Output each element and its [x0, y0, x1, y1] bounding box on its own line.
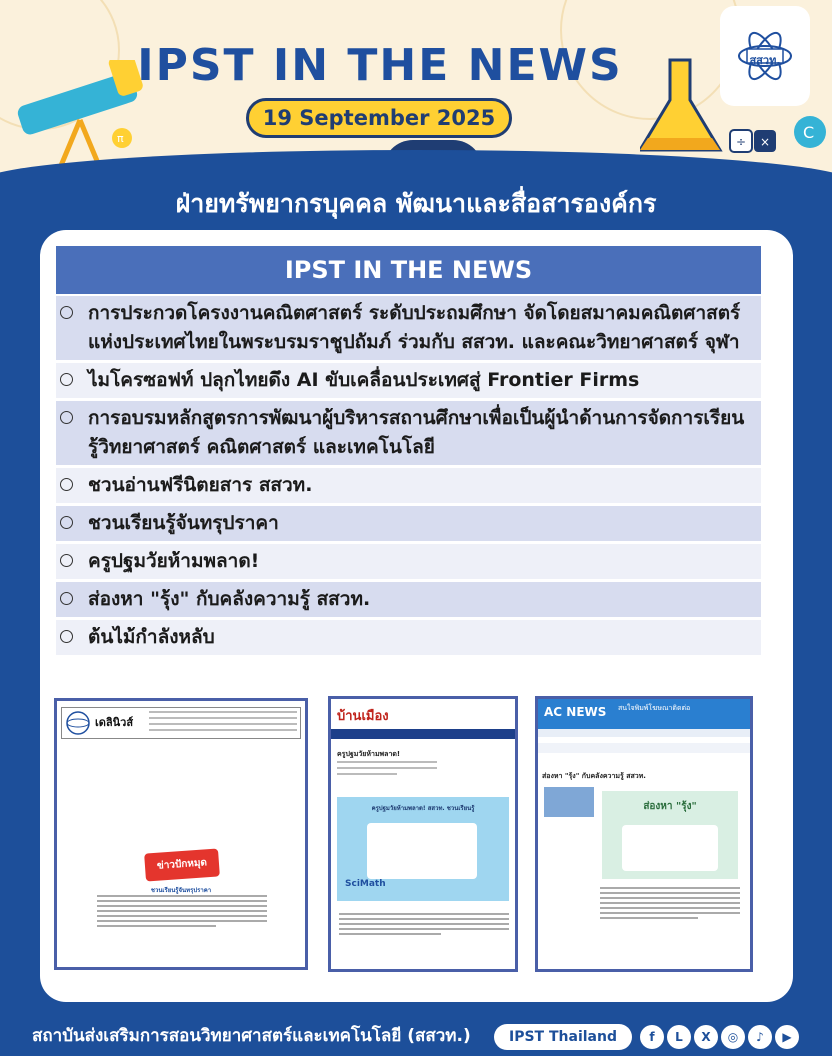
clip-paper-name: เดลินิวส์	[95, 716, 134, 729]
clip-banner-image	[337, 797, 509, 901]
news-heading: IPST IN THE NEWS	[56, 246, 761, 294]
news-item-text: ชวนเรียนรู้จันทรุปราคา	[88, 512, 279, 534]
header-banner	[0, 0, 832, 178]
clip-tagline: สนใจพิมพ์โฆษณาติดต่อ	[618, 704, 691, 712]
news-card	[40, 230, 793, 1002]
news-item[interactable]	[56, 544, 761, 579]
clip-breadcrumb	[538, 743, 750, 753]
date-badge: 19 September 2025	[246, 98, 512, 138]
bullet-icon	[60, 306, 73, 319]
news-item[interactable]	[56, 296, 761, 360]
clip-banner-text: ส่องหา "รุ้ง"	[643, 801, 697, 812]
news-item[interactable]	[56, 468, 761, 503]
clip-navbar	[331, 729, 515, 739]
news-item-text: ไมโครซอฟท์ ปลุกไทยดึง AI ขับเคลื่อนประเทศสู่ Frontier Firms	[88, 369, 640, 391]
news-item[interactable]	[56, 363, 761, 398]
bullet-icon	[60, 478, 73, 491]
bullet-icon	[60, 630, 73, 643]
clip-banner-board	[367, 823, 477, 879]
news-item[interactable]	[56, 582, 761, 617]
bullet-icon	[60, 516, 73, 529]
bullet-icon	[60, 592, 73, 605]
x-icon[interactable]: X	[694, 1025, 718, 1049]
clipping-banmuang[interactable]	[328, 696, 518, 972]
logo-text: สสวท.	[749, 54, 781, 67]
clip-meta-lines	[337, 761, 437, 775]
clip-body-lines	[600, 887, 740, 919]
department-title: ฝ่ายทรัพยากรบุคคล พัฒนาและสื่อสารองค์กร	[175, 189, 657, 218]
youtube-icon[interactable]: ▶	[775, 1025, 799, 1049]
news-item[interactable]	[56, 620, 761, 655]
news-item-text: ชวนอ่านฟรีนิตยสาร สสวท.	[88, 474, 313, 496]
tiktok-icon[interactable]: ♪	[748, 1025, 772, 1049]
facebook-icon[interactable]: f	[640, 1025, 664, 1049]
clip-banner-text: ครูปฐมวัยห้ามพลาด! สสวท. ชวนเรียนรู้	[371, 805, 475, 812]
clip-body-lines	[97, 895, 267, 927]
clip-headline: ส่องหา "รุ้ง" กับคลังความรู้ สสวท.	[542, 772, 646, 780]
instagram-icon[interactable]: ◎	[721, 1025, 745, 1049]
news-item-text: ต้นไม้กำลังหลับ	[88, 626, 215, 648]
clipping-dailynews[interactable]	[54, 698, 308, 970]
clip-paper-name: AC NEWS	[544, 705, 607, 719]
svg-text:π: π	[117, 132, 124, 145]
clip-masthead	[538, 699, 750, 729]
news-item-text: ส่องหา "รุ้ง" กับคลังความรู้ สสวท.	[88, 588, 371, 610]
clip-headline: ชวนเรียนรู้จันทรุปราคา	[150, 887, 212, 894]
news-item[interactable]	[56, 506, 761, 541]
ipst-logo	[720, 6, 810, 106]
footer-handle[interactable]: IPST Thailand	[494, 1024, 632, 1050]
clip-thumb	[544, 787, 594, 817]
bullet-icon	[60, 411, 73, 424]
bullet-icon	[60, 554, 73, 567]
clip-brand: SciMath	[345, 879, 386, 889]
page-title: IPST IN THE NEWS	[137, 40, 623, 91]
svg-text:×: ×	[760, 135, 771, 149]
bullet-icon	[60, 373, 73, 386]
clip-banner-board	[622, 825, 718, 871]
news-list	[56, 296, 761, 658]
clipping-acnews[interactable]	[535, 696, 753, 972]
clip-meta-lines	[149, 711, 297, 731]
clip-body-lines	[339, 913, 509, 935]
clip-headline: ครูปฐมวัยห้ามพลาด!	[337, 750, 401, 758]
line-icon[interactable]: L	[667, 1025, 691, 1049]
clip-paper-name: บ้านเมือง	[337, 709, 389, 724]
news-item-text: การอบรมหลักสูตรการพัฒนาผู้บริหารสถานศึกษาเพื่อเป็นผู้นำด้านการจัดการเรียนรู้วิทยาศาสตร์ คณิตศาสตร์ และเทคโนโลยี	[88, 407, 745, 458]
svg-text:C: C	[803, 123, 815, 142]
ipst-small-logo-icon	[65, 710, 91, 736]
pin-stamp: ข่าวปักหมุด	[144, 848, 220, 881]
news-item[interactable]	[56, 401, 761, 465]
clip-navbar	[538, 729, 750, 737]
news-item-text: การประกวดโครงงานคณิตศาสตร์ ระดับประถมศึกษา จัดโดยสมาคมคณิตศาสตร์แห่งประเทศไทยในพระบรมราชูปถัมภ์ ร่วมกับ สสวท. และคณะวิทยาศาสตร์ จุฬา	[88, 302, 741, 353]
clip-banner-image	[602, 791, 738, 879]
svg-text:÷: ÷	[736, 135, 747, 149]
news-item-text: ครูปฐมวัยห้ามพลาด!	[88, 550, 260, 572]
footer-org-name: สถาบันส่งเสริมการสอนวิทยาศาสตร์และเทคโนโลยี (สสวท.)	[32, 1026, 471, 1046]
